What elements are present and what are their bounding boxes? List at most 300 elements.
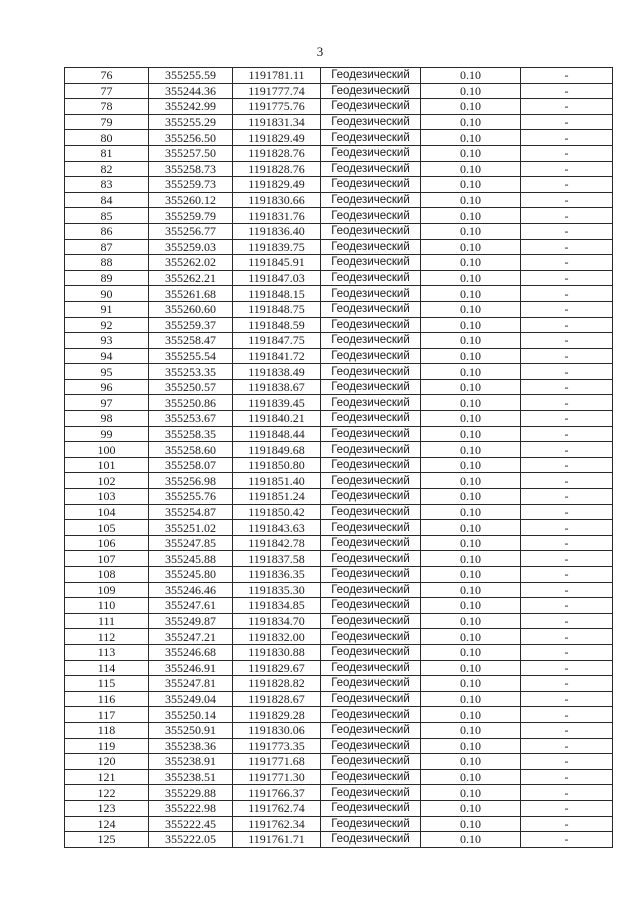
- method-cell: Геодезический: [321, 223, 421, 239]
- note-cell: -: [521, 769, 613, 785]
- point-number-cell: 104: [65, 504, 149, 520]
- method-cell: Геодезический: [321, 208, 421, 224]
- point-number-cell: 91: [65, 301, 149, 317]
- point-number-cell: 99: [65, 426, 149, 442]
- accuracy-cell: 0.10: [421, 473, 521, 489]
- note-cell: -: [521, 379, 613, 395]
- point-number-cell: 82: [65, 161, 149, 177]
- y-coordinate-cell: 1191841.72: [233, 348, 321, 364]
- accuracy-cell: 0.10: [421, 333, 521, 349]
- table-row: [65, 379, 613, 395]
- table-row: [65, 567, 613, 583]
- point-number-cell: 83: [65, 177, 149, 193]
- note-cell: -: [521, 707, 613, 723]
- y-coordinate-cell: 1191830.88: [233, 644, 321, 660]
- y-coordinate-cell: 1191837.58: [233, 551, 321, 567]
- point-number-cell: 87: [65, 239, 149, 255]
- method-cell: Геодезический: [321, 520, 421, 536]
- accuracy-cell: 0.10: [421, 161, 521, 177]
- y-coordinate-cell: 1191850.80: [233, 457, 321, 473]
- y-coordinate-cell: 1191838.49: [233, 364, 321, 380]
- accuracy-cell: 0.10: [421, 660, 521, 676]
- accuracy-cell: 0.10: [421, 286, 521, 302]
- table-row: [65, 738, 613, 754]
- note-cell: -: [521, 582, 613, 598]
- x-coordinate-cell: 355250.14: [149, 707, 233, 723]
- method-cell: Геодезический: [321, 535, 421, 551]
- y-coordinate-cell: 1191834.85: [233, 598, 321, 614]
- note-cell: -: [521, 676, 613, 692]
- note-cell: -: [521, 286, 613, 302]
- x-coordinate-cell: 355258.07: [149, 457, 233, 473]
- x-coordinate-cell: 355247.81: [149, 676, 233, 692]
- accuracy-cell: 0.10: [421, 567, 521, 583]
- x-coordinate-cell: 355244.36: [149, 83, 233, 99]
- accuracy-cell: 0.10: [421, 582, 521, 598]
- y-coordinate-cell: 1191773.35: [233, 738, 321, 754]
- x-coordinate-cell: 355238.91: [149, 754, 233, 770]
- table-row: [65, 769, 613, 785]
- method-cell: Геодезический: [321, 83, 421, 99]
- note-cell: -: [521, 457, 613, 473]
- x-coordinate-cell: 355253.35: [149, 364, 233, 380]
- x-coordinate-cell: 355222.45: [149, 816, 233, 832]
- note-cell: -: [521, 754, 613, 770]
- method-cell: Геодезический: [321, 644, 421, 660]
- point-number-cell: 113: [65, 644, 149, 660]
- method-cell: Геодезический: [321, 270, 421, 286]
- method-cell: Геодезический: [321, 769, 421, 785]
- x-coordinate-cell: 355258.47: [149, 333, 233, 349]
- point-number-cell: 101: [65, 457, 149, 473]
- x-coordinate-cell: 355258.60: [149, 442, 233, 458]
- method-cell: Геодезический: [321, 629, 421, 645]
- y-coordinate-cell: 1191834.70: [233, 613, 321, 629]
- method-cell: Геодезический: [321, 489, 421, 505]
- x-coordinate-cell: 355255.29: [149, 114, 233, 130]
- x-coordinate-cell: 355259.37: [149, 317, 233, 333]
- point-number-cell: 103: [65, 489, 149, 505]
- y-coordinate-cell: 1191848.75: [233, 301, 321, 317]
- table-row: [65, 364, 613, 380]
- point-number-cell: 78: [65, 99, 149, 115]
- x-coordinate-cell: 355259.03: [149, 239, 233, 255]
- point-number-cell: 86: [65, 223, 149, 239]
- point-number-cell: 122: [65, 785, 149, 801]
- accuracy-cell: 0.10: [421, 145, 521, 161]
- accuracy-cell: 0.10: [421, 395, 521, 411]
- y-coordinate-cell: 1191843.63: [233, 520, 321, 536]
- x-coordinate-cell: 355229.88: [149, 785, 233, 801]
- x-coordinate-cell: 355246.68: [149, 644, 233, 660]
- y-coordinate-cell: 1191851.40: [233, 473, 321, 489]
- accuracy-cell: 0.10: [421, 379, 521, 395]
- x-coordinate-cell: 355257.50: [149, 145, 233, 161]
- method-cell: Геодезический: [321, 832, 421, 848]
- x-coordinate-cell: 355250.86: [149, 395, 233, 411]
- y-coordinate-cell: 1191830.06: [233, 722, 321, 738]
- x-coordinate-cell: 355222.05: [149, 832, 233, 848]
- table-row: [65, 130, 613, 146]
- point-number-cell: 85: [65, 208, 149, 224]
- table-row: [65, 223, 613, 239]
- table-row: [65, 644, 613, 660]
- method-cell: Геодезический: [321, 676, 421, 692]
- point-number-cell: 90: [65, 286, 149, 302]
- method-cell: Геодезический: [321, 286, 421, 302]
- x-coordinate-cell: 355245.80: [149, 567, 233, 583]
- point-number-cell: 120: [65, 754, 149, 770]
- point-number-cell: 105: [65, 520, 149, 536]
- method-cell: Геодезический: [321, 660, 421, 676]
- x-coordinate-cell: 355238.51: [149, 769, 233, 785]
- point-number-cell: 96: [65, 379, 149, 395]
- point-number-cell: 107: [65, 551, 149, 567]
- accuracy-cell: 0.10: [421, 426, 521, 442]
- accuracy-cell: 0.10: [421, 816, 521, 832]
- x-coordinate-cell: 355242.99: [149, 99, 233, 115]
- table-row: [65, 785, 613, 801]
- point-number-cell: 76: [65, 68, 149, 84]
- table-row: [65, 660, 613, 676]
- method-cell: Геодезический: [321, 130, 421, 146]
- y-coordinate-cell: 1191828.76: [233, 145, 321, 161]
- table-row: [65, 239, 613, 255]
- x-coordinate-cell: 355251.02: [149, 520, 233, 536]
- x-coordinate-cell: 355259.79: [149, 208, 233, 224]
- table-row: [65, 707, 613, 723]
- point-number-cell: 108: [65, 567, 149, 583]
- note-cell: -: [521, 333, 613, 349]
- note-cell: -: [521, 130, 613, 146]
- x-coordinate-cell: 355253.67: [149, 411, 233, 427]
- note-cell: -: [521, 395, 613, 411]
- accuracy-cell: 0.10: [421, 520, 521, 536]
- note-cell: -: [521, 489, 613, 505]
- x-coordinate-cell: 355247.61: [149, 598, 233, 614]
- method-cell: Геодезический: [321, 691, 421, 707]
- x-coordinate-cell: 355255.54: [149, 348, 233, 364]
- table-row: [65, 754, 613, 770]
- accuracy-cell: 0.10: [421, 722, 521, 738]
- accuracy-cell: 0.10: [421, 676, 521, 692]
- y-coordinate-cell: 1191830.66: [233, 192, 321, 208]
- point-number-cell: 81: [65, 145, 149, 161]
- y-coordinate-cell: 1191762.34: [233, 816, 321, 832]
- accuracy-cell: 0.10: [421, 223, 521, 239]
- table-row: [65, 832, 613, 848]
- point-number-cell: 116: [65, 691, 149, 707]
- accuracy-cell: 0.10: [421, 411, 521, 427]
- point-number-cell: 88: [65, 255, 149, 271]
- note-cell: -: [521, 145, 613, 161]
- table-row: [65, 270, 613, 286]
- method-cell: Геодезический: [321, 567, 421, 583]
- method-cell: Геодезический: [321, 364, 421, 380]
- note-cell: -: [521, 800, 613, 816]
- note-cell: -: [521, 192, 613, 208]
- table-row: [65, 161, 613, 177]
- x-coordinate-cell: 355249.04: [149, 691, 233, 707]
- note-cell: -: [521, 99, 613, 115]
- y-coordinate-cell: 1191762.74: [233, 800, 321, 816]
- method-cell: Геодезический: [321, 301, 421, 317]
- table-row: [65, 348, 613, 364]
- page-number: 3: [316, 44, 324, 59]
- x-coordinate-cell: 355254.87: [149, 504, 233, 520]
- point-number-cell: 95: [65, 364, 149, 380]
- y-coordinate-cell: 1191828.82: [233, 676, 321, 692]
- y-coordinate-cell: 1191848.44: [233, 426, 321, 442]
- note-cell: -: [521, 785, 613, 801]
- note-cell: -: [521, 301, 613, 317]
- point-number-cell: 125: [65, 832, 149, 848]
- accuracy-cell: 0.10: [421, 800, 521, 816]
- table-row: [65, 301, 613, 317]
- point-number-cell: 89: [65, 270, 149, 286]
- method-cell: Геодезический: [321, 68, 421, 84]
- accuracy-cell: 0.10: [421, 208, 521, 224]
- table-body: [65, 68, 613, 848]
- y-coordinate-cell: 1191831.76: [233, 208, 321, 224]
- point-number-cell: 118: [65, 722, 149, 738]
- table-row: [65, 177, 613, 193]
- x-coordinate-cell: 355260.60: [149, 301, 233, 317]
- accuracy-cell: 0.10: [421, 629, 521, 645]
- table-row: [65, 114, 613, 130]
- y-coordinate-cell: 1191851.24: [233, 489, 321, 505]
- point-number-cell: 79: [65, 114, 149, 130]
- x-coordinate-cell: 355261.68: [149, 286, 233, 302]
- table-row: [65, 68, 613, 84]
- y-coordinate-cell: 1191831.34: [233, 114, 321, 130]
- point-number-cell: 98: [65, 411, 149, 427]
- x-coordinate-cell: 355250.91: [149, 722, 233, 738]
- method-cell: Геодезический: [321, 442, 421, 458]
- note-cell: -: [521, 567, 613, 583]
- note-cell: -: [521, 239, 613, 255]
- accuracy-cell: 0.10: [421, 255, 521, 271]
- accuracy-cell: 0.10: [421, 457, 521, 473]
- table-row: [65, 816, 613, 832]
- table-row: [65, 800, 613, 816]
- point-number-cell: 111: [65, 613, 149, 629]
- table-row: [65, 598, 613, 614]
- table-row: [65, 457, 613, 473]
- point-number-cell: 124: [65, 816, 149, 832]
- note-cell: -: [521, 644, 613, 660]
- note-cell: -: [521, 832, 613, 848]
- y-coordinate-cell: 1191839.45: [233, 395, 321, 411]
- point-number-cell: 94: [65, 348, 149, 364]
- y-coordinate-cell: 1191850.42: [233, 504, 321, 520]
- accuracy-cell: 0.10: [421, 348, 521, 364]
- point-number-cell: 109: [65, 582, 149, 598]
- y-coordinate-cell: 1191829.67: [233, 660, 321, 676]
- table-row: [65, 83, 613, 99]
- point-number-cell: 119: [65, 738, 149, 754]
- note-cell: -: [521, 223, 613, 239]
- y-coordinate-cell: 1191847.03: [233, 270, 321, 286]
- note-cell: -: [521, 598, 613, 614]
- method-cell: Геодезический: [321, 816, 421, 832]
- table-row: [65, 145, 613, 161]
- note-cell: -: [521, 270, 613, 286]
- accuracy-cell: 0.10: [421, 130, 521, 146]
- y-coordinate-cell: 1191847.75: [233, 333, 321, 349]
- table-row: [65, 442, 613, 458]
- point-number-cell: 112: [65, 629, 149, 645]
- accuracy-cell: 0.10: [421, 317, 521, 333]
- y-coordinate-cell: 1191842.78: [233, 535, 321, 551]
- method-cell: Геодезический: [321, 99, 421, 115]
- method-cell: Геодезический: [321, 473, 421, 489]
- y-coordinate-cell: 1191828.76: [233, 161, 321, 177]
- point-number-cell: 100: [65, 442, 149, 458]
- point-number-cell: 123: [65, 800, 149, 816]
- table-row: [65, 691, 613, 707]
- y-coordinate-cell: 1191836.40: [233, 223, 321, 239]
- table-row: [65, 333, 613, 349]
- table-row: [65, 208, 613, 224]
- note-cell: -: [521, 208, 613, 224]
- method-cell: Геодезический: [321, 411, 421, 427]
- method-cell: Геодезический: [321, 255, 421, 271]
- accuracy-cell: 0.10: [421, 535, 521, 551]
- y-coordinate-cell: 1191829.49: [233, 130, 321, 146]
- accuracy-cell: 0.10: [421, 754, 521, 770]
- table-row: [65, 99, 613, 115]
- accuracy-cell: 0.10: [421, 83, 521, 99]
- y-coordinate-cell: 1191845.91: [233, 255, 321, 271]
- table-row: [65, 411, 613, 427]
- note-cell: -: [521, 613, 613, 629]
- note-cell: -: [521, 722, 613, 738]
- table-row: [65, 629, 613, 645]
- table-row: [65, 722, 613, 738]
- table-row: [65, 489, 613, 505]
- accuracy-cell: 0.10: [421, 489, 521, 505]
- table-row: [65, 551, 613, 567]
- method-cell: Геодезический: [321, 426, 421, 442]
- accuracy-cell: 0.10: [421, 504, 521, 520]
- y-coordinate-cell: 1191848.59: [233, 317, 321, 333]
- note-cell: -: [521, 177, 613, 193]
- point-number-cell: 115: [65, 676, 149, 692]
- x-coordinate-cell: 355249.87: [149, 613, 233, 629]
- note-cell: -: [521, 255, 613, 271]
- x-coordinate-cell: 355256.98: [149, 473, 233, 489]
- point-number-cell: 84: [65, 192, 149, 208]
- accuracy-cell: 0.10: [421, 177, 521, 193]
- method-cell: Геодезический: [321, 457, 421, 473]
- point-number-cell: 80: [65, 130, 149, 146]
- accuracy-cell: 0.10: [421, 832, 521, 848]
- y-coordinate-cell: 1191829.28: [233, 707, 321, 723]
- accuracy-cell: 0.10: [421, 551, 521, 567]
- note-cell: -: [521, 535, 613, 551]
- accuracy-cell: 0.10: [421, 691, 521, 707]
- note-cell: -: [521, 551, 613, 567]
- method-cell: Геодезический: [321, 395, 421, 411]
- point-number-cell: 110: [65, 598, 149, 614]
- note-cell: -: [521, 442, 613, 458]
- y-coordinate-cell: 1191775.76: [233, 99, 321, 115]
- method-cell: Геодезический: [321, 800, 421, 816]
- x-coordinate-cell: 355256.77: [149, 223, 233, 239]
- point-number-cell: 102: [65, 473, 149, 489]
- table-row: [65, 255, 613, 271]
- note-cell: -: [521, 504, 613, 520]
- table-row: [65, 473, 613, 489]
- method-cell: Геодезический: [321, 754, 421, 770]
- method-cell: Геодезический: [321, 177, 421, 193]
- x-coordinate-cell: 355262.02: [149, 255, 233, 271]
- x-coordinate-cell: 355250.57: [149, 379, 233, 395]
- table-row: [65, 582, 613, 598]
- point-number-cell: 92: [65, 317, 149, 333]
- point-number-cell: 106: [65, 535, 149, 551]
- table-row: [65, 613, 613, 629]
- x-coordinate-cell: 355258.73: [149, 161, 233, 177]
- accuracy-cell: 0.10: [421, 364, 521, 380]
- y-coordinate-cell: 1191766.37: [233, 785, 321, 801]
- method-cell: Геодезический: [321, 738, 421, 754]
- method-cell: Геодезический: [321, 785, 421, 801]
- method-cell: Геодезический: [321, 707, 421, 723]
- point-number-cell: 114: [65, 660, 149, 676]
- accuracy-cell: 0.10: [421, 785, 521, 801]
- note-cell: -: [521, 473, 613, 489]
- note-cell: -: [521, 411, 613, 427]
- method-cell: Геодезический: [321, 551, 421, 567]
- y-coordinate-cell: 1191836.35: [233, 567, 321, 583]
- table-row: [65, 426, 613, 442]
- note-cell: -: [521, 161, 613, 177]
- x-coordinate-cell: 355255.76: [149, 489, 233, 505]
- x-coordinate-cell: 355247.21: [149, 629, 233, 645]
- y-coordinate-cell: 1191761.71: [233, 832, 321, 848]
- method-cell: Геодезический: [321, 504, 421, 520]
- y-coordinate-cell: 1191829.49: [233, 177, 321, 193]
- x-coordinate-cell: 355259.73: [149, 177, 233, 193]
- y-coordinate-cell: 1191771.30: [233, 769, 321, 785]
- note-cell: -: [521, 68, 613, 84]
- y-coordinate-cell: 1191838.67: [233, 379, 321, 395]
- accuracy-cell: 0.10: [421, 192, 521, 208]
- y-coordinate-cell: 1191849.68: [233, 442, 321, 458]
- y-coordinate-cell: 1191781.11: [233, 68, 321, 84]
- note-cell: -: [521, 660, 613, 676]
- x-coordinate-cell: 355260.12: [149, 192, 233, 208]
- x-coordinate-cell: 355246.46: [149, 582, 233, 598]
- accuracy-cell: 0.10: [421, 644, 521, 660]
- method-cell: Геодезический: [321, 161, 421, 177]
- x-coordinate-cell: 355262.21: [149, 270, 233, 286]
- point-number-cell: 121: [65, 769, 149, 785]
- note-cell: -: [521, 816, 613, 832]
- accuracy-cell: 0.10: [421, 598, 521, 614]
- y-coordinate-cell: 1191832.00: [233, 629, 321, 645]
- point-number-cell: 93: [65, 333, 149, 349]
- table-row: [65, 286, 613, 302]
- method-cell: Геодезический: [321, 598, 421, 614]
- y-coordinate-cell: 1191839.75: [233, 239, 321, 255]
- point-number-cell: 97: [65, 395, 149, 411]
- x-coordinate-cell: 355255.59: [149, 68, 233, 84]
- accuracy-cell: 0.10: [421, 738, 521, 754]
- x-coordinate-cell: 355222.98: [149, 800, 233, 816]
